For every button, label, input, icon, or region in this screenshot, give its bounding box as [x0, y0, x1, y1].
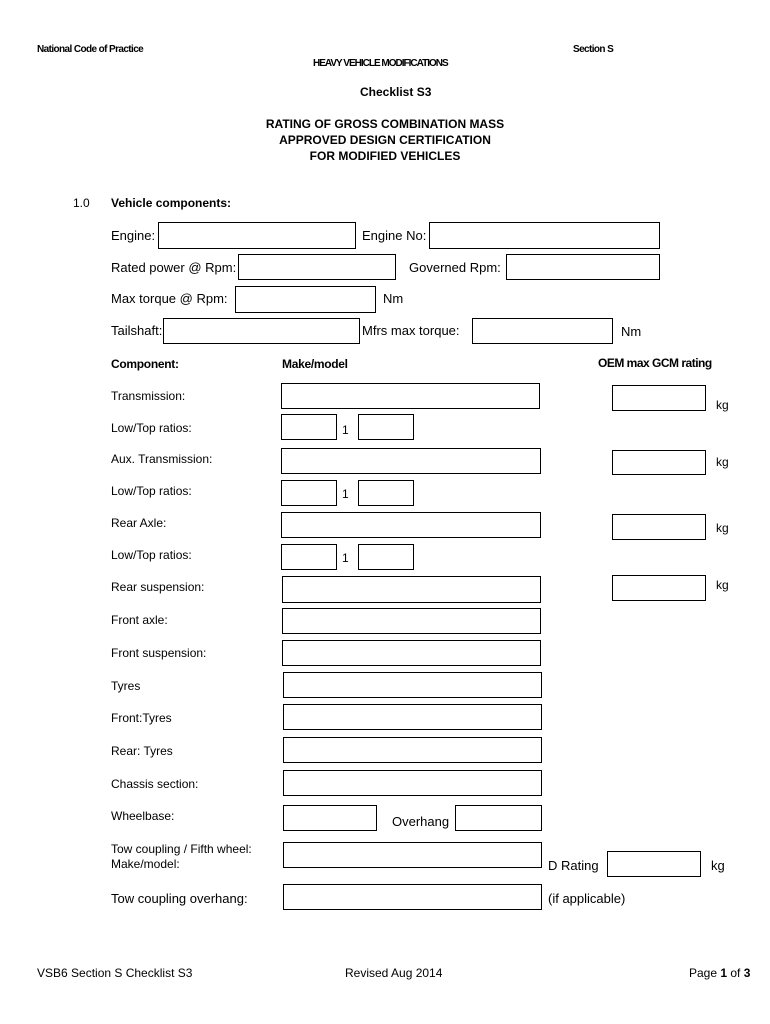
aux-low-ratio-field[interactable] — [281, 480, 337, 506]
rear-axle-label: Rear Axle: — [111, 516, 167, 530]
d-rating-field[interactable] — [607, 851, 701, 877]
rear-suspension-make-field[interactable] — [282, 576, 541, 603]
ratio-separator: 1 — [342, 423, 349, 437]
front-axle-label: Front axle: — [111, 613, 168, 627]
header-subtitle: HEAVY VEHICLE MODIFICATIONS — [313, 58, 448, 69]
footer-page-current: 1 — [720, 966, 728, 980]
engine-no-label: Engine No: — [362, 228, 427, 243]
tow-coupling-overhang-field[interactable] — [283, 884, 542, 910]
tyres-field[interactable] — [283, 672, 542, 698]
chassis-section-field[interactable] — [283, 770, 542, 796]
doc-title-line2: APPROVED DESIGN CERTIFICATION — [279, 133, 491, 147]
wheelbase-label: Wheelbase: — [111, 809, 175, 823]
rear-suspension-gcm-unit: kg — [716, 578, 729, 592]
d-rating-label: D Rating — [548, 858, 599, 873]
aux-transmission-make-field[interactable] — [281, 448, 541, 474]
front-suspension-make-field[interactable] — [282, 640, 541, 666]
footer-page-prefix: Page — [689, 966, 721, 980]
chassis-section-label: Chassis section: — [111, 777, 199, 791]
mfrs-max-torque-field[interactable] — [472, 318, 613, 344]
transmission-gcm-unit: kg — [716, 398, 729, 412]
rear-axle-low-ratio-field[interactable] — [281, 544, 337, 570]
transmission-label: Transmission: — [111, 389, 186, 403]
doc-title-line3: FOR MODIFIED VEHICLES — [309, 149, 461, 163]
low-top-ratios-label: Low/Top ratios: — [111, 421, 192, 435]
rear-tyres-label: Rear: Tyres — [111, 744, 173, 758]
governed-rpm-field[interactable] — [506, 254, 660, 280]
checklist-title: Checklist S3 — [360, 85, 432, 99]
low-top-ratios-label: Low/Top ratios: — [111, 548, 192, 562]
section-number: 1.0 — [73, 196, 90, 210]
footer-document-id: VSB6 Section S Checklist S3 — [37, 966, 193, 980]
rated-power-label: Rated power @ Rpm: — [111, 260, 237, 275]
header-left: National Code of Practice — [37, 44, 144, 55]
column-component: Component: — [111, 357, 179, 371]
max-torque-field[interactable] — [235, 286, 376, 313]
d-rating-unit: kg — [711, 858, 725, 873]
rear-axle-gcm-unit: kg — [716, 521, 729, 535]
tow-coupling-label-line2: Make/model: — [111, 857, 180, 871]
if-applicable-note: (if applicable) — [548, 891, 626, 906]
footer-page-of: of — [727, 966, 744, 980]
low-top-ratios-label: Low/Top ratios: — [111, 484, 192, 498]
footer-revision: Revised Aug 2014 — [345, 966, 443, 980]
front-axle-make-field[interactable] — [282, 608, 541, 634]
front-tyres-label: Front:Tyres — [111, 711, 172, 725]
rear-axle-make-field[interactable] — [281, 512, 541, 538]
footer-page-total: 3 — [743, 966, 751, 980]
aux-transmission-gcm-field[interactable] — [612, 450, 706, 475]
tow-coupling-label-line1: Tow coupling / Fifth wheel: — [111, 842, 252, 856]
max-torque-label: Max torque @ Rpm: — [111, 291, 228, 306]
aux-transmission-gcm-unit: kg — [716, 455, 729, 469]
transmission-low-ratio-field[interactable] — [281, 414, 337, 440]
front-tyres-field[interactable] — [283, 704, 542, 730]
rated-power-field[interactable] — [238, 254, 396, 280]
mfrs-max-torque-label: Mfrs max torque: — [362, 323, 460, 338]
engine-label: Engine: — [111, 228, 156, 243]
aux-transmission-label: Aux. Transmission: — [111, 452, 213, 466]
tailshaft-label: Tailshaft: — [111, 323, 163, 338]
engine-field[interactable] — [158, 222, 356, 249]
rear-suspension-gcm-field[interactable] — [612, 575, 706, 601]
engine-no-field[interactable] — [429, 222, 660, 249]
transmission-make-field[interactable] — [281, 383, 540, 409]
rear-suspension-label: Rear suspension: — [111, 580, 205, 594]
tow-coupling-overhang-label: Tow coupling overhang: — [111, 891, 248, 906]
header-right: Section S — [573, 44, 614, 55]
footer-page-number — [689, 966, 750, 980]
rear-tyres-field[interactable] — [283, 737, 542, 763]
overhang-field[interactable] — [455, 805, 542, 831]
governed-rpm-label: Governed Rpm: — [409, 260, 501, 275]
tow-coupling-make-field[interactable] — [283, 842, 542, 868]
column-make-model: Make/model — [282, 357, 348, 371]
aux-top-ratio-field[interactable] — [358, 480, 414, 506]
front-suspension-label: Front suspension: — [111, 646, 207, 660]
mfrs-max-torque-unit: Nm — [621, 324, 642, 339]
rear-axle-gcm-field[interactable] — [612, 514, 706, 540]
ratio-separator: 1 — [342, 487, 349, 501]
transmission-gcm-field[interactable] — [612, 385, 706, 411]
doc-title-line1: RATING OF GROSS COMBINATION MASS — [265, 117, 505, 131]
section-title: Vehicle components: — [111, 196, 232, 210]
tyres-label: Tyres — [111, 679, 141, 693]
wheelbase-field[interactable] — [283, 805, 377, 831]
rear-axle-top-ratio-field[interactable] — [358, 544, 414, 570]
ratio-separator: 1 — [342, 551, 349, 565]
max-torque-unit: Nm — [383, 291, 404, 306]
tailshaft-field[interactable] — [163, 318, 360, 344]
column-oem-gcm: OEM max GCM rating — [598, 356, 712, 370]
transmission-top-ratio-field[interactable] — [358, 414, 414, 440]
overhang-label: Overhang — [392, 814, 450, 829]
